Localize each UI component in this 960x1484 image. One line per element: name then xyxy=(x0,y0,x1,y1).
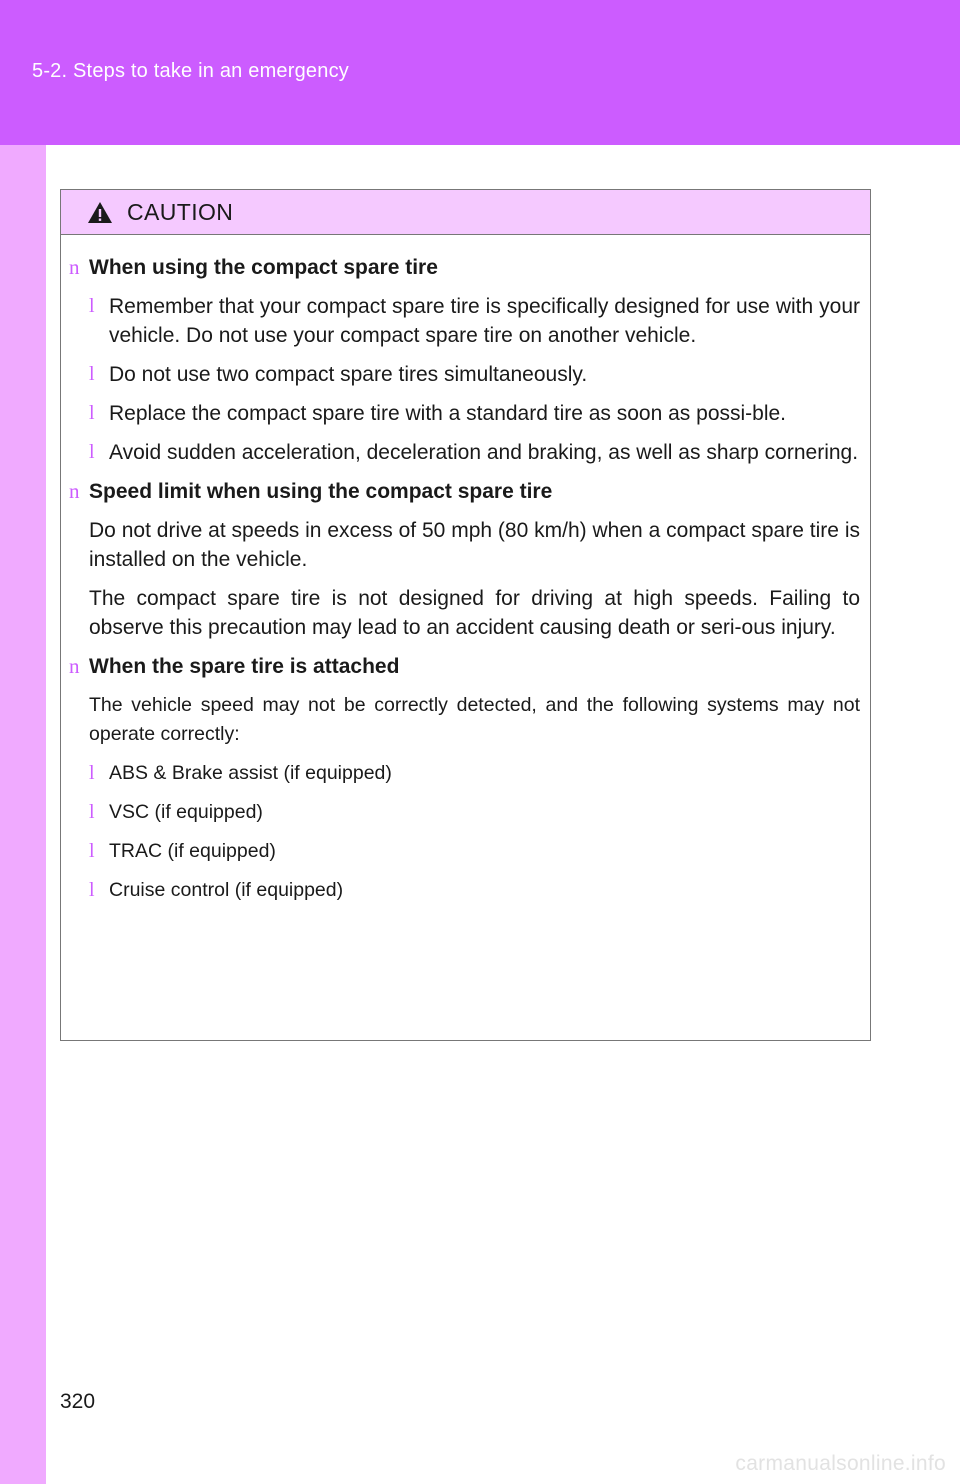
section-marker: n xyxy=(69,479,80,503)
list-item-text: Avoid sudden acceleration, deceleration and braking, as well as sharp cornering. xyxy=(109,441,859,464)
bullet-marker: l xyxy=(89,441,95,463)
list-item-text: VSC (if equipped) xyxy=(109,801,263,823)
list-item xyxy=(89,837,860,866)
bullet-marker: l xyxy=(89,363,95,385)
list-item-text: Do not use two compact spare tires simultaneously. xyxy=(109,363,588,386)
paragraph: Do not drive at speeds in excess of 50 mph (80 km/h) when a compact spare tire is installed on the vehicle. xyxy=(89,519,860,571)
bullet-marker: l xyxy=(89,762,95,784)
list-item xyxy=(89,759,860,788)
list-item-text: ABS & Brake assist (if equipped) xyxy=(109,762,392,784)
section-marker: n xyxy=(69,654,80,678)
bullet-marker: l xyxy=(89,402,95,424)
caution-body xyxy=(61,235,870,915)
section-heading-text: When the spare tire is attached xyxy=(89,655,400,678)
list-item xyxy=(89,292,860,350)
section-heading xyxy=(69,652,860,681)
list-item-text: Cruise control (if equipped) xyxy=(109,879,344,901)
caution-title: CAUTION xyxy=(127,199,234,225)
header-band xyxy=(0,0,960,145)
warning-triangle-icon xyxy=(87,201,113,224)
list-item-text: TRAC (if equipped) xyxy=(109,840,276,862)
page-number: 320 xyxy=(60,1390,96,1413)
section-marker: n xyxy=(69,255,80,279)
section-heading-text: Speed limit when using the compact spare tire xyxy=(89,480,553,503)
list-item xyxy=(89,399,860,428)
paragraph: The vehicle speed may not be correctly detected, and the following systems may not operate correctly: xyxy=(89,694,860,745)
watermark: carmanualsonline.info xyxy=(735,1452,946,1475)
caution-header xyxy=(61,190,870,235)
list-item xyxy=(89,798,860,827)
list-item xyxy=(89,438,860,467)
list-item-text: Replace the compact spare tire with a standard tire as soon as possi-ble. xyxy=(109,402,787,425)
bullet-marker: l xyxy=(89,295,95,317)
left-margin-strip xyxy=(0,145,46,1484)
list-item xyxy=(89,360,860,389)
section-heading-text: When using the compact spare tire xyxy=(89,256,438,279)
list-item-text: Remember that your compact spare tire is specifically designed for use with your vehicle. Do not use your compact spare tire on another vehicle. xyxy=(109,295,860,347)
section-heading xyxy=(69,477,860,506)
bullet-marker: l xyxy=(89,879,95,901)
list-item xyxy=(89,876,860,905)
bullet-marker: l xyxy=(89,801,95,823)
section-title: 5-2. Steps to take in an emergency xyxy=(32,60,349,82)
section-heading xyxy=(69,253,860,282)
bullet-marker: l xyxy=(89,840,95,862)
paragraph: The compact spare tire is not designed for driving at high speeds. Failing to observe this precaution may lead to an accident causing death or seri-ous injury. xyxy=(89,587,860,639)
caution-box xyxy=(60,189,871,1041)
